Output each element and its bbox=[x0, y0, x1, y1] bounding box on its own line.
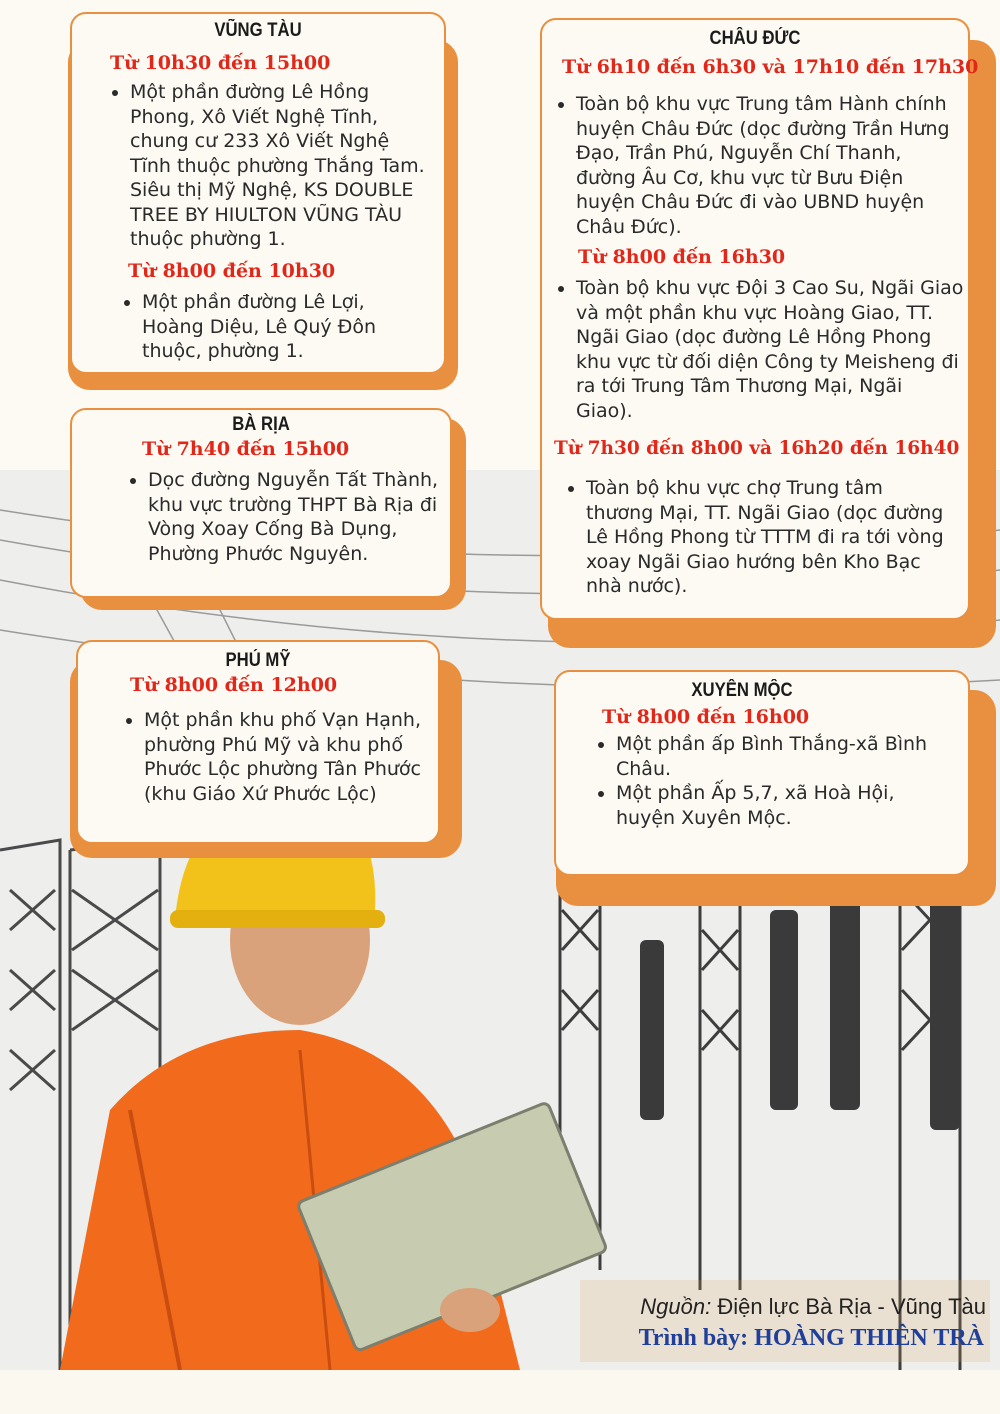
list-item: • Một phần ấp Bình Thắng-xã Bình Châu. bbox=[616, 732, 936, 781]
time-range: Từ 10h30 đến 15h00 bbox=[110, 52, 331, 74]
list-item: • Một phần đường Lê Lợi, Hoàng Diệu, Lê Quý Đôn thuộc, phường 1. bbox=[142, 290, 422, 364]
area-list bbox=[122, 708, 440, 806]
time-range: Từ 7h40 đến 15h00 bbox=[142, 438, 350, 460]
source-value: Điện lực Bà Rịa - Vũng Tàu bbox=[717, 1294, 986, 1319]
region-title: XUYÊN MỘC bbox=[691, 680, 793, 701]
time-range: Từ 8h00 đến 10h30 bbox=[128, 260, 336, 282]
card-xuyen-moc bbox=[554, 670, 970, 876]
area-list bbox=[564, 476, 956, 599]
time-range: Từ 7h30 đến 8h00 và 16h20 đến 16h40 bbox=[554, 438, 960, 459]
source-label: Nguồn: bbox=[640, 1294, 712, 1319]
card-ba-ria bbox=[70, 408, 452, 598]
time-range: Từ 8h00 đến 16h00 bbox=[602, 706, 810, 728]
card-vung-tau bbox=[70, 12, 446, 374]
region-title: CHÂU ĐỨC bbox=[709, 28, 801, 49]
list-item: • Toàn bộ khu vực chợ Trung tâm thương Mại, TT. Ngãi Giao (dọc đường Lê Hồng Phong từ TTTM đi ra tới vòng xoay Ngãi Giao hướng bên Kho Bạc nhà nước). bbox=[586, 476, 956, 599]
region-title: BÀ RỊA bbox=[232, 414, 290, 435]
area-list bbox=[594, 732, 936, 830]
bottom-strip bbox=[0, 1370, 1000, 1414]
list-item: • Toàn bộ khu vực Trung tâm Hành chính huyện Châu Đức (dọc đường Trần Hưng Đạo, Trần Phú, Nguyễn Chí Thanh, đường Âu Cơ, khu vực từ Bưu Điện huyện Châu Đức đi vào UBND huyện Châu Đức). bbox=[576, 92, 964, 239]
region-title: PHÚ MỸ bbox=[225, 650, 291, 671]
time-range: Từ 8h00 đến 16h30 bbox=[578, 246, 786, 268]
list-item: • Một phần đường Lê Hồng Phong, Xô Viết Nghệ Tĩnh, chung cư 233 Xô Viết Nghệ Tĩnh thuộc phường Thắng Tam. Siêu thị Mỹ Nghệ, KS DOUBLE TREE BY HIULTON VŨNG TÀU thuộc phường 1. bbox=[130, 80, 430, 252]
list-item: • Một phần Ấp 5,7, xã Hoà Hội, huyện Xuyên Mộc. bbox=[616, 781, 936, 830]
time-range: Từ 8h00 đến 12h00 bbox=[130, 674, 338, 696]
area-list bbox=[126, 468, 458, 566]
card-chau-duc bbox=[540, 18, 979, 620]
time-range: Từ 6h10 đến 6h30 và 17h10 đến 17h30 bbox=[562, 56, 979, 78]
author-line: Trình bày: HOÀNG THIÊN TRÀ bbox=[638, 1325, 984, 1351]
list-item: • Toàn bộ khu vực Đội 3 Cao Su, Ngãi Giao và một phần khu vực Hoàng Giao, TT. Ngãi Giao (dọc đường Lê Hồng Phong khu vực từ đối diện Công ty Meisheng đi ra tới Trung Tâm Thương Mại, Ngãi Giao). bbox=[576, 276, 964, 423]
area-list bbox=[108, 80, 430, 252]
area-list bbox=[554, 276, 964, 423]
region-title: VŨNG TÀU bbox=[214, 20, 302, 41]
area-list bbox=[554, 92, 964, 239]
list-item: • Dọc đường Nguyễn Tất Thành, khu vực trường THPT Bà Rịa đi Vòng Xoay Cống Bà Dụng, Phường Phước Nguyên. bbox=[148, 468, 458, 566]
list-item: • Một phần khu phố Vạn Hạnh, phường Phú Mỹ và khu phố Phước Lộc phường Tân Phước (khu Giáo Xứ Phước Lộc) bbox=[144, 708, 440, 806]
card-phu-my bbox=[76, 640, 440, 844]
source-line bbox=[640, 1294, 986, 1320]
area-list bbox=[120, 290, 422, 364]
